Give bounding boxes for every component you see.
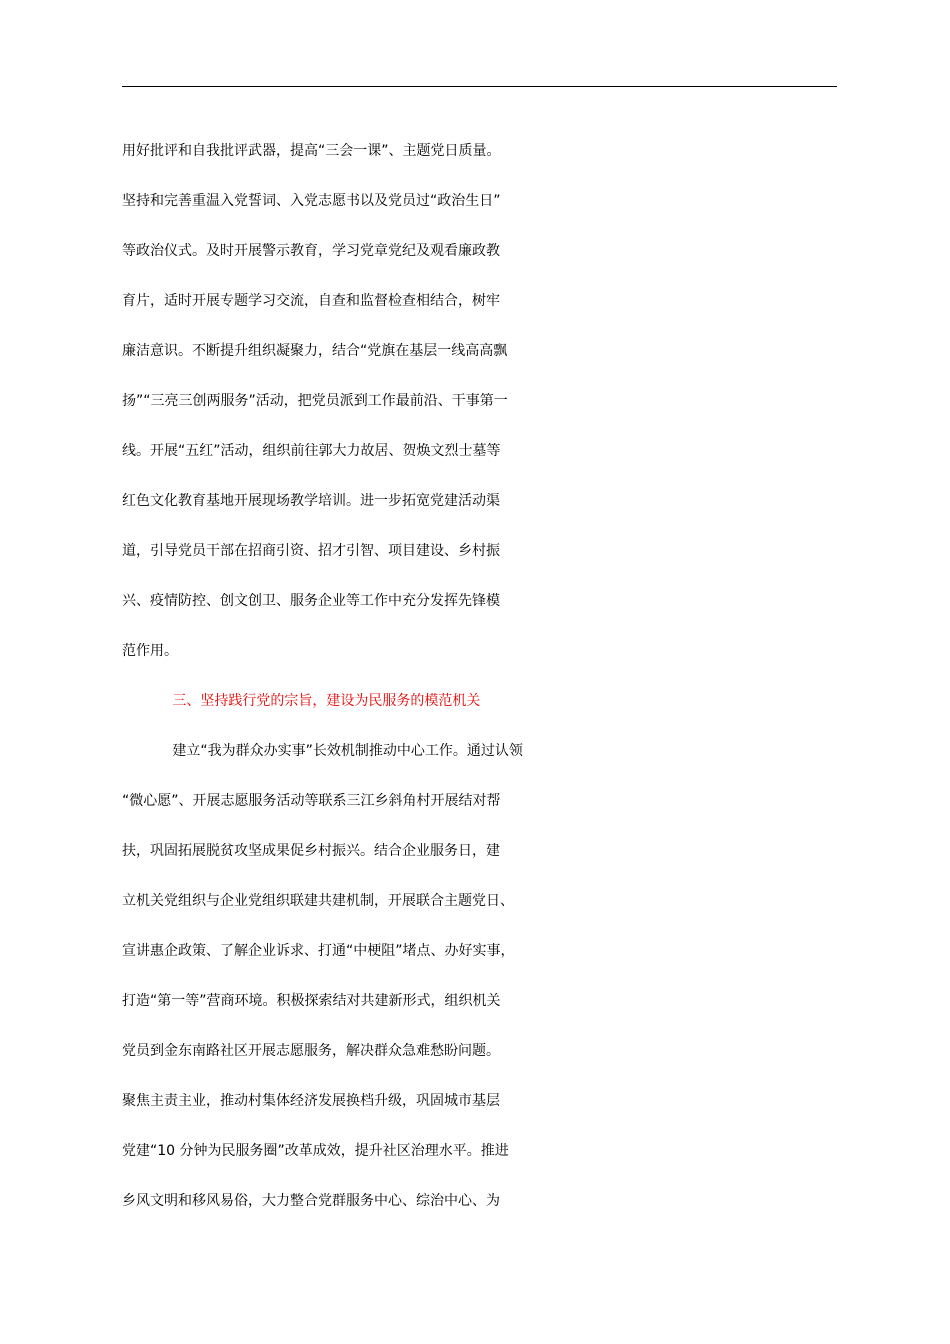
paragraph-line: 兴、疫情防控、创文创卫、服务企业等工作中充分发挥先锋模 bbox=[122, 593, 500, 609]
paragraph-line: 等政治仪式。及时开展警示教育，学习党章党纪及观看廉政教 bbox=[122, 243, 500, 259]
paragraph-line: 坚持和完善重温入党誓词、入党志愿书以及党员过“政治生日” bbox=[122, 193, 501, 209]
paragraph-line: 扶，巩固拓展脱贫攻坚成果促乡村振兴。结合企业服务日，建 bbox=[122, 843, 500, 859]
paragraph-line: 党建“10 分钟为民服务圈”改革成效，提升社区治理水平。推进 bbox=[122, 1143, 509, 1159]
paragraph-line: 立机关党组织与企业党组织联建共建机制，开展联合主题党日、 bbox=[122, 893, 514, 909]
paragraph-line: 用好批评和自我批评武器，提高“三会一课”、主题党日质量。 bbox=[122, 143, 501, 159]
paragraph-line: 育片，适时开展专题学习交流，自查和监督检查相结合，树牢 bbox=[122, 293, 500, 309]
section-heading: 三、坚持践行党的宗旨，建设为民服务的模范机关 bbox=[172, 693, 481, 709]
paragraph-line: 党员到金东南路社区开展志愿服务，解决群众急难愁盼问题。 bbox=[122, 1043, 500, 1059]
body-text bbox=[122, 126, 842, 1226]
paragraph-line: 乡风文明和移风易俗，大力整合党群服务中心、综治中心、为 bbox=[122, 1193, 500, 1209]
paragraph-line: 宣讲惠企政策、了解企业诉求、打通“中梗阻”堵点、办好实事， bbox=[122, 943, 515, 959]
paragraph-line: 廉洁意识。不断提升组织凝聚力，结合“党旗在基层一线高高飘 bbox=[122, 343, 508, 359]
header-rule bbox=[122, 86, 837, 87]
paragraph-line: 建立“我为群众办实事”长效机制推动中心工作。通过认领 bbox=[172, 743, 523, 759]
paragraph-line: “微心愿”、开展志愿服务活动等联系三江乡斜角村开展结对帮 bbox=[122, 793, 501, 809]
paragraph-line: 线。开展“五红”活动，组织前往郭大力故居、贺焕文烈士墓等 bbox=[122, 443, 501, 459]
paragraph-line: 扬”“三亮三创两服务”活动，把党员派到工作最前沿、干事第一 bbox=[122, 393, 508, 409]
paragraph-line: 道，引导党员干部在招商引资、招才引智、项目建设、乡村振 bbox=[122, 543, 500, 559]
paragraph-line: 打造“第一等”营商环境。积极探索结对共建新形式，组织机关 bbox=[122, 993, 501, 1009]
paragraph-line: 红色文化教育基地开展现场教学培训。进一步拓宽党建活动渠 bbox=[122, 493, 500, 509]
paragraph-line: 聚焦主责主业，推动村集体经济发展换档升级，巩固城市基层 bbox=[122, 1093, 500, 1109]
paragraph-line: 范作用。 bbox=[122, 643, 178, 659]
